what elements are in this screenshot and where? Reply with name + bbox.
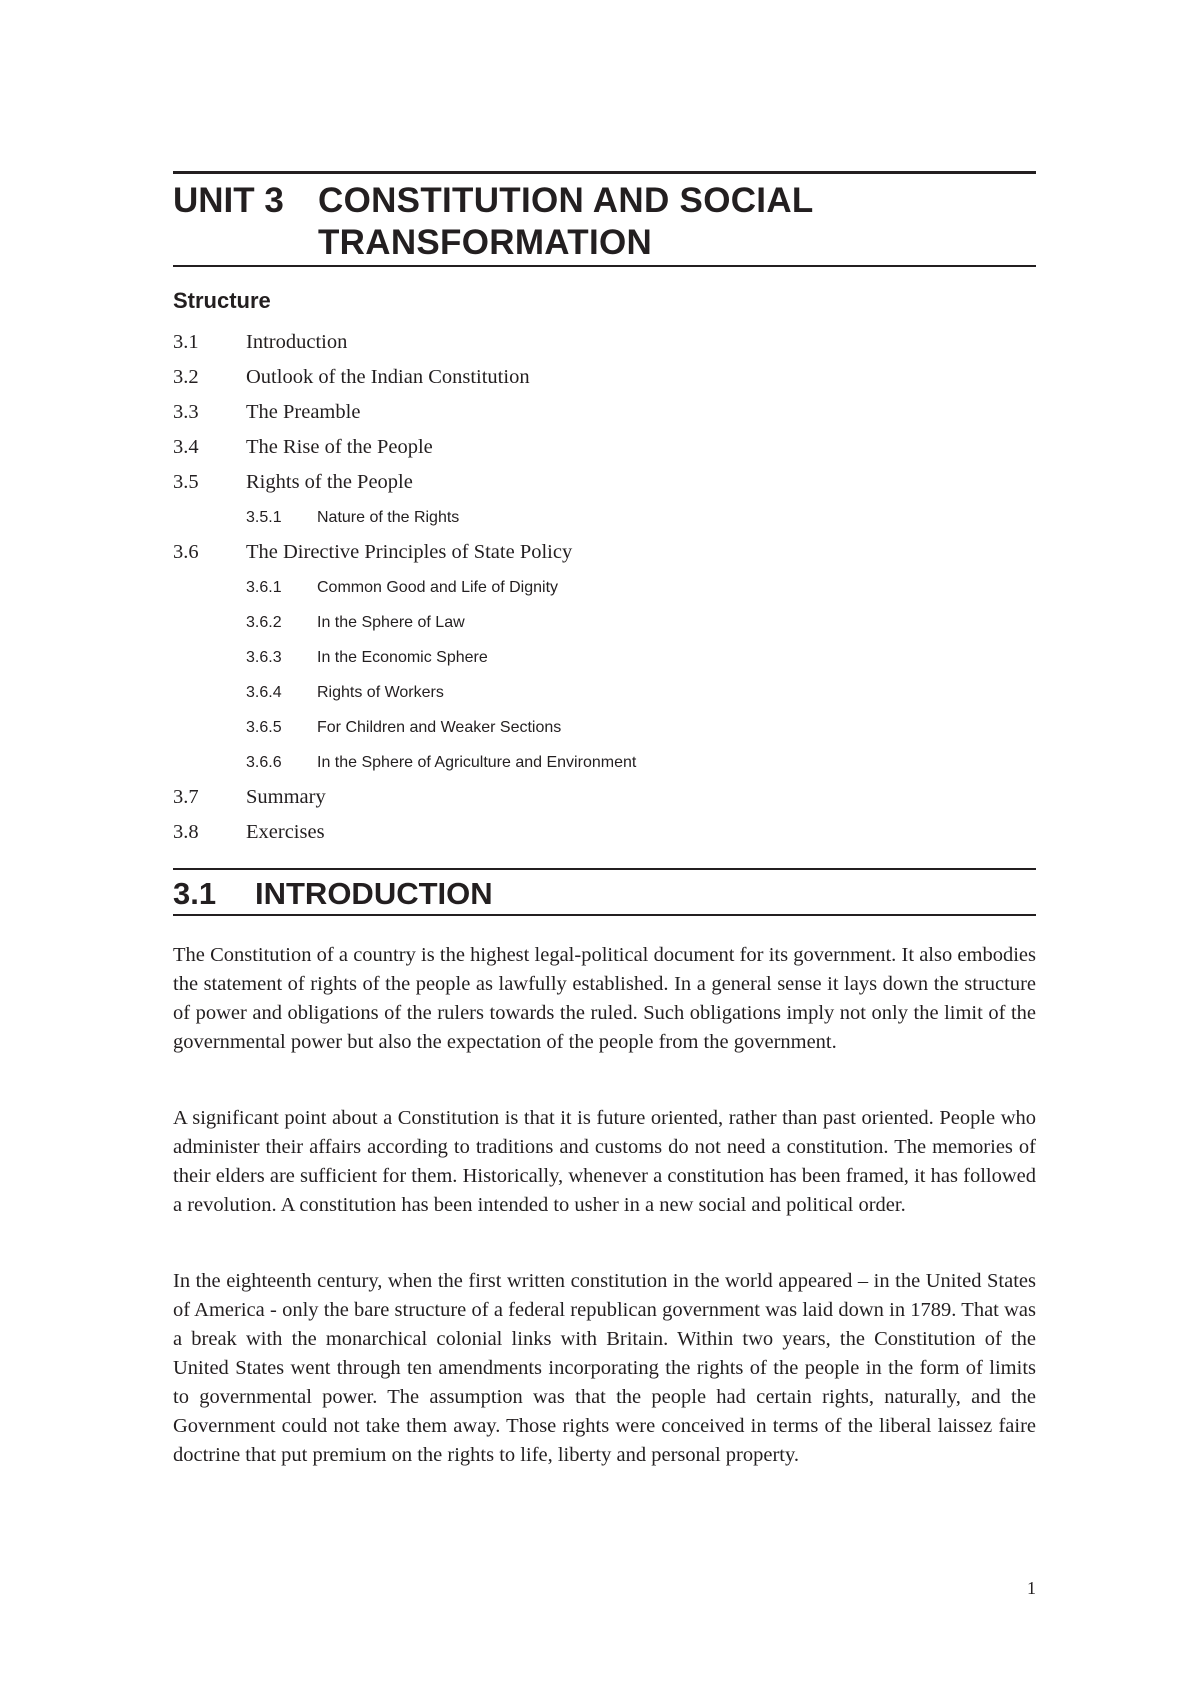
toc-subitem-title: In the Sphere of Agriculture and Environment: [317, 754, 637, 771]
toc-item-number: 3.3: [173, 401, 199, 423]
section-heading-top-rule: [173, 868, 1036, 870]
toc-subitem: [173, 605, 1036, 640]
toc-subitem: [173, 570, 1036, 605]
toc-item-number: 3.8: [173, 821, 199, 843]
structure-heading: Structure: [173, 288, 271, 313]
body-paragraph: The Constitution of a country is the highest legal-political document for its government. It also embodies the statement of rights of the people as lawfully established. In a general sense it lays down the structure of power and obligations of the rulers towards the ruled. Such obligations imply not only the limit of the governmental power but also the expectation of the people from the government.: [173, 944, 1036, 1053]
toc-subitem-number: 3.6.3: [246, 649, 282, 666]
page-number: 1: [1027, 1578, 1036, 1598]
toc-item-number: 3.2: [173, 366, 199, 388]
toc-subitem: [173, 710, 1036, 745]
toc-subitem-number: 3.5.1: [246, 509, 282, 526]
section-heading: [173, 873, 1036, 915]
toc-subitem-number: 3.6.5: [246, 719, 282, 736]
toc-subitem: [173, 675, 1036, 710]
toc-item-number: 3.7: [173, 786, 199, 808]
toc-item-title: The Preamble: [246, 401, 361, 423]
toc-subitem-title: Nature of the Rights: [317, 509, 460, 526]
toc-item-title: Outlook of the Indian Constitution: [246, 366, 530, 388]
toc-item: [173, 325, 1036, 360]
toc-item-title: Summary: [246, 786, 326, 808]
unit-name: CONSTITUTION AND SOCIAL TRANSFORMATION: [318, 181, 813, 262]
toc-item-title: Introduction: [246, 331, 348, 353]
unit-title: [173, 180, 1036, 264]
unit-label: UNIT 3: [173, 181, 284, 220]
toc-item-title: Exercises: [246, 821, 325, 843]
body-paragraph: In the eighteenth century, when the first written constitution in the world appeared – in the United States of America - only the bare structure of a federal republican government was laid down in 1789. That was a break with the monarchical colonial links with Britain. Within two years, the Constitution of the United States went through ten amendments incorporating the rights of the people in the form of limits to governmental power. The assumption was that the people had certain rights, naturally, and the Government could not take them away. Those rights were conceived in terms of the liberal laissez faire doctrine that put premium on the rights to life, liberty and personal property.: [173, 1270, 1036, 1466]
toc-subitem-title: Rights of Workers: [317, 684, 444, 701]
toc-item-number: 3.6: [173, 541, 199, 563]
section-heading-bottom-rule: [173, 914, 1036, 916]
toc-subitem-number: 3.6.4: [246, 684, 282, 701]
section-title: INTRODUCTION: [255, 876, 493, 911]
toc-subitem-number: 3.6.2: [246, 614, 282, 631]
toc-item: [173, 360, 1036, 395]
toc-item: [173, 780, 1036, 815]
toc-subitem-title: Common Good and Life of Dignity: [317, 579, 559, 596]
toc-item-number: 3.4: [173, 436, 199, 458]
toc-item-title: The Rise of the People: [246, 436, 433, 458]
toc-subitem: [173, 745, 1036, 780]
toc-item-number: 3.1: [173, 331, 199, 353]
unit-title-top-rule: [173, 171, 1036, 174]
body-paragraph: A significant point about a Constitution is that it is future oriented, rather than past oriented. People who administer their affairs according to traditions and customs do not need a constitution. The memories of their elders are sufficient for them. Historically, whenever a constitution has been framed, it has followed a revolution. A constitution has been intended to usher in a new social and political order.: [173, 1107, 1036, 1216]
toc-subitem: [173, 500, 1036, 535]
toc-item: [173, 395, 1036, 430]
toc-subitem-number: 3.6.6: [246, 754, 282, 771]
toc-subitem-title: For Children and Weaker Sections: [317, 719, 562, 736]
section-number: 3.1: [173, 876, 217, 911]
unit-title-bottom-rule: [173, 265, 1036, 267]
table-of-contents: [173, 325, 1036, 850]
toc-item: [173, 465, 1036, 500]
toc-item: [173, 535, 1036, 570]
toc-subitem: [173, 640, 1036, 675]
toc-item-title: Rights of the People: [246, 471, 413, 493]
toc-subitem-title: In the Sphere of Law: [317, 614, 465, 631]
toc-subitem-number: 3.6.1: [246, 579, 282, 596]
toc-item-number: 3.5: [173, 471, 199, 493]
toc-item: [173, 430, 1036, 465]
toc-subitem-title: In the Economic Sphere: [317, 649, 488, 666]
toc-item: [173, 815, 1036, 850]
toc-item-title: The Directive Principles of State Policy: [246, 541, 573, 563]
